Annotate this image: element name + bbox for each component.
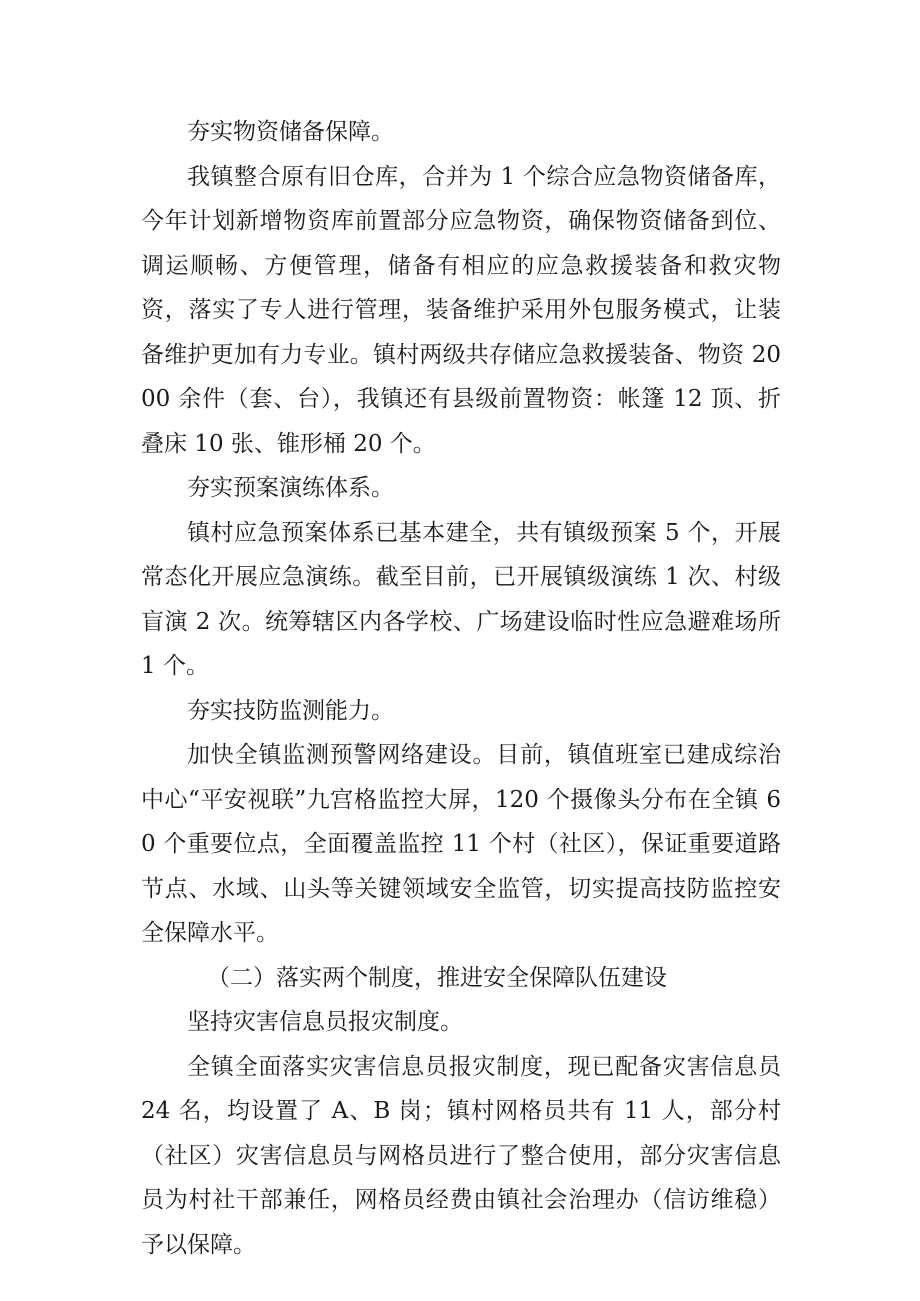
document-body (141, 110, 781, 1267)
heading-emergency-plans: 夯实预案演练体系。 (187, 475, 394, 501)
heading-materials-reserve: 夯实物资储备保障。 (187, 119, 394, 145)
heading-disaster-reporting: 坚持灾害信息员报灾制度。 (187, 1009, 463, 1035)
paragraph-materials-reserve: 我镇整合原有旧仓库，合并为 1 个综合应急物资储备库，今年计划新增物资库前置部分应急物资，确保物资储备到位、调运顺畅、方便管理，储备有相应的应急救援装备和救灾物资，落实了专人进行管理，装备维护采用外包服务模式，让装备维护更加有力专业。镇村两级共存储应急救援装备、物资 2000 余件（套、台），我镇还有县级前置物资：帐篷 12 顶、折叠床 10 张、锥形桶 20 个。 (141, 163, 781, 457)
paragraph-disaster-reporting: 全镇全面落实灾害信息员报灾制度，现已配备灾害信息员 24 名，均设置了 A、B 岗；镇村网格员共有 11 人，部分村（社区）灾害信息员与网格员进行了整合使用，部分灾害信息员为村社干部兼任，网格员经费由镇社会治理办（信访维稳）予以保障。 (141, 1053, 781, 1258)
paragraph-monitoring-capability: 加快全镇监测预警网络建设。目前，镇值班室已建成综治中心“平安视联”九宫格监控大屏，120 个摄像头分布在全镇 60 个重要位点，全面覆盖监控 11 个村（社区），保证重要道路节点、水域、山头等关键领域安全监管，切实提高技防监控安全保障水平。 (141, 742, 781, 946)
paragraph-emergency-plans: 镇村应急预案体系已基本建全，共有镇级预案 5 个，开展常态化开展应急演练。截至目前，已开展镇级演练 1 次、村级盲演 2 次。统筹辖区内各学校、广场建设临时性应急避难场所 1 个。 (141, 519, 781, 679)
section-two-title: （二）落实两个制度，推进安全保障队伍建设 (207, 964, 667, 991)
heading-monitoring-capability: 夯实技防监测能力。 (187, 697, 394, 724)
